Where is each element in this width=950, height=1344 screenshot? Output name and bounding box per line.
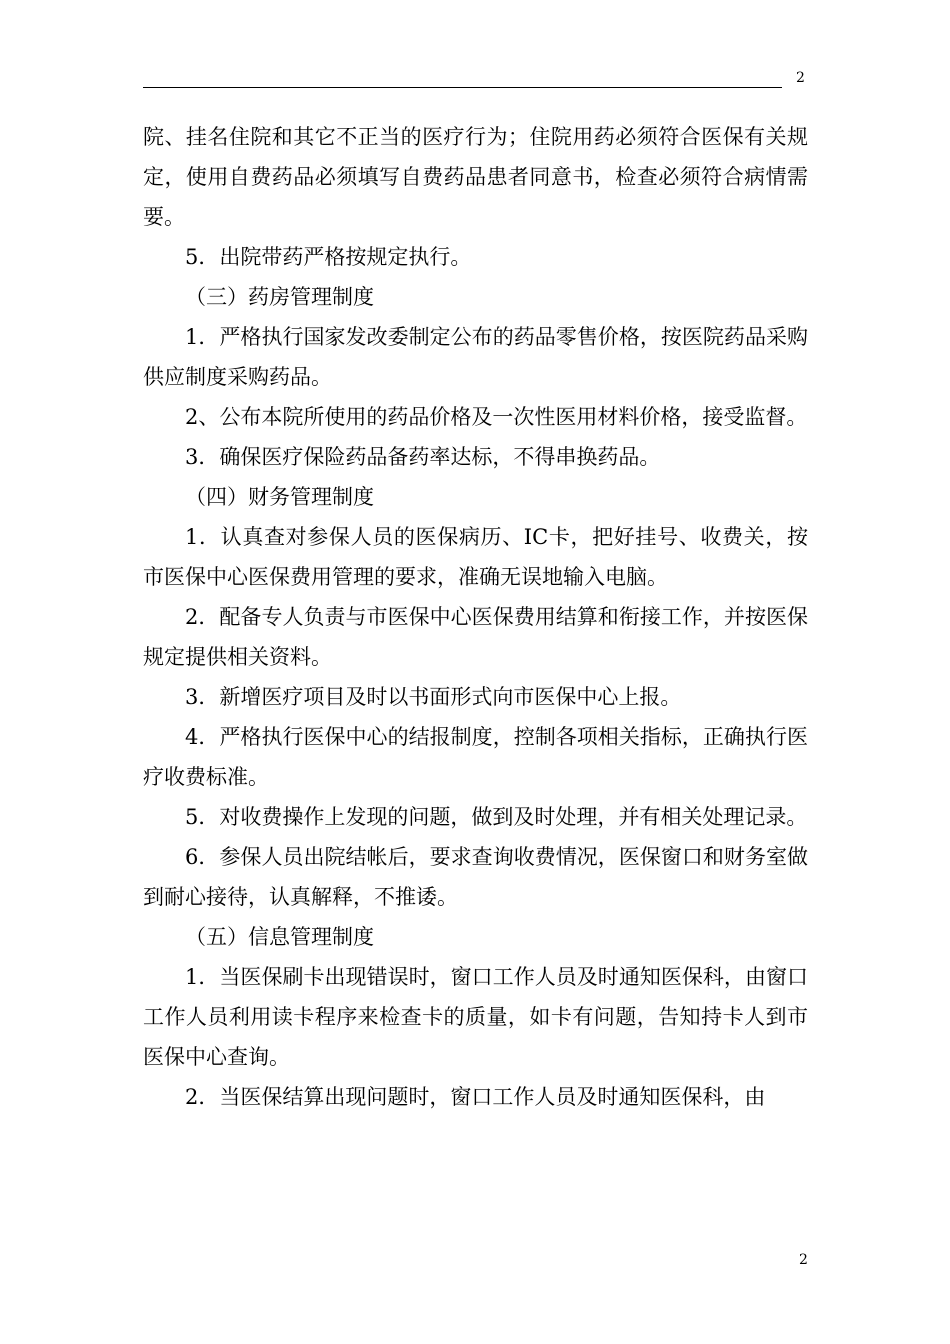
footer-page-number: 2 [799,1252,808,1268]
paragraph: 5．对收费操作上发现的问题，做到及时处理，并有相关处理记录。 [185,805,808,829]
paragraph: 3．确保医疗保险药品备药率达标，不得串换药品。 [185,445,661,469]
paragraph: 院、挂名住院和其它不正当的医疗行为；住院用药必须符合医保有关规定，使用自费药品必须填写自费药品患者同意书，检查必须符合病情需要。 [143,125,808,229]
header-page-number: 2 [796,70,805,86]
paragraph: 1．当医保刷卡出现错误时，窗口工作人员及时通知医保科，由窗口工作人员利用读卡程序来检查卡的质量，如卡有问题，告知持卡人到市医保中心查询。 [143,965,808,1069]
section-heading: （四）财务管理制度 [185,485,374,509]
paragraph: 2．当医保结算出现问题时，窗口工作人员及时通知医保科，由 [185,1085,766,1109]
paragraph: 1．严格执行国家发改委制定公布的药品零售价格，按医院药品采购供应制度采购药品。 [143,325,808,389]
section-heading: （五）信息管理制度 [185,925,374,949]
paragraph: 4．严格执行医保中心的结报制度，控制各项相关指标，正确执行医疗收费标准。 [143,725,808,789]
paragraph: 5．出院带药严格按规定执行。 [185,245,472,269]
paragraph: 3．新增医疗项目及时以书面形式向市医保中心上报。 [185,685,682,709]
paragraph: 2．配备专人负责与市医保中心医保费用结算和衔接工作，并按医保规定提供相关资料。 [143,605,808,669]
paragraph: 1．认真查对参保人员的医保病历、IC卡，把好挂号、收费关，按市医保中心医保费用管理的要求，准确无误地输入电脑。 [143,525,808,589]
header-rule [143,87,782,88]
paragraph: 6．参保人员出院结帐后，要求查询收费情况，医保窗口和财务室做到耐心接待，认真解释，不推诿。 [143,845,808,909]
document-body [143,117,808,1117]
paragraph: 2、公布本院所使用的药品价格及一次性医用材料价格，接受监督。 [185,405,808,429]
section-heading: （三）药房管理制度 [185,285,374,309]
